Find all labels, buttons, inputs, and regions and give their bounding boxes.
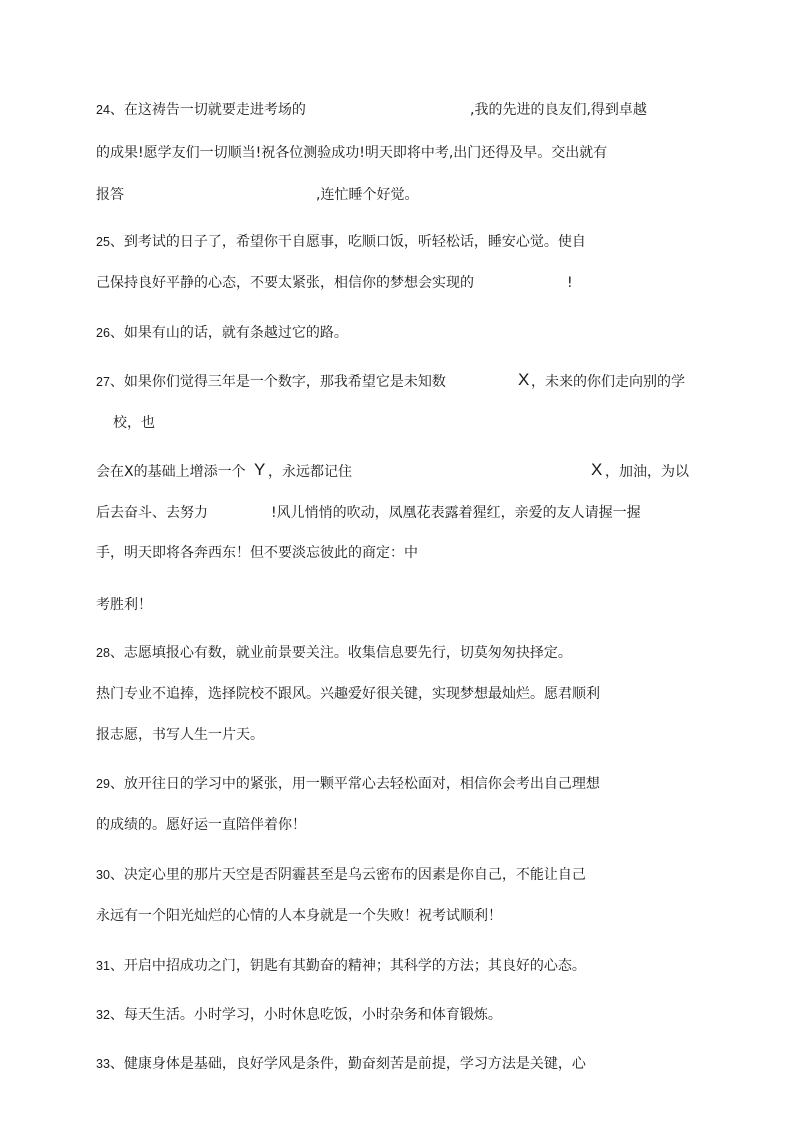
text: 、如果你们觉得三年是一个数字，那我希望它是未知数 <box>109 374 446 390</box>
paragraph-24-line-2 <box>96 143 607 163</box>
text: 手，明天即将各奔西东！但不要淡忘彼此的商定：中 <box>96 545 418 561</box>
paragraph-28-line-3 <box>96 725 264 745</box>
paragraph-27-line-1 <box>96 372 446 392</box>
text: 、开启中招成功之门，钥匙有其勤奋的精神；其科学的方法；其良好的心态。 <box>109 958 586 974</box>
paragraph-25-line-1 <box>96 232 586 252</box>
paragraph-26-line-1 <box>96 323 348 343</box>
paragraph-27-line-4 <box>96 503 208 523</box>
paragraph-30-line-2 <box>96 906 502 926</box>
paragraph-27-variable-y <box>254 460 265 480</box>
paragraph-33-line-1 <box>96 1054 586 1074</box>
text: ，未来的你们走向别的学 <box>531 374 685 390</box>
paragraph-27-variable-x <box>518 370 529 390</box>
text: 、每天生活。小时学习，小时休息吃饭，小时杂务和体育锻炼。 <box>109 1007 502 1023</box>
item-number: 28 <box>96 646 110 660</box>
text: ,我的先进的良友们,得到卓越 <box>470 102 647 118</box>
item-number: 32 <box>96 1008 110 1022</box>
item-number: 26 <box>96 326 110 340</box>
paragraph-30-line-1 <box>96 865 586 885</box>
text: 、如果有山的话，就有条越过它的路。 <box>109 325 348 341</box>
paragraph-27-line-5 <box>96 543 418 563</box>
paragraph-25-line-2b <box>567 273 573 293</box>
text: 热门专业不追捧，选择院校不跟风。兴趣爱好很关键，实现梦想最灿烂。愿君顺利 <box>96 686 600 702</box>
paragraph-27-variable-x-2 <box>591 460 602 480</box>
item-number: 27 <box>96 375 110 389</box>
text: 、志愿填报心有数，就业前景要关注。收集信息要先行，切莫匆匆抉择定。 <box>109 645 572 661</box>
text: 后去奋斗、去努力 <box>96 505 208 521</box>
text: 、到考试的日子了，希望你干自愿事，吃顺口饭，听轻松话，睡安心觉。使自 <box>109 234 586 250</box>
text: ! <box>567 275 573 291</box>
paragraph-27-line-4b <box>271 503 641 523</box>
text: 己保持良好平静的心态，不要太紧张，相信你的梦想会实现的 <box>96 275 474 291</box>
text: ,连忙睡个好觉。 <box>316 187 419 203</box>
text: 的成果!愿学友们一切顺当!祝各位测验成功!明天即将中考,出门还得及早。交出就有 <box>96 145 608 161</box>
text: 会在X的基础上增添一个 <box>96 464 246 480</box>
paragraph-24-line-1b <box>470 100 647 120</box>
item-number: 29 <box>96 777 110 791</box>
text: 的成绩的。愿好运一直陪伴着你！ <box>96 817 306 833</box>
paragraph-29-line-2 <box>96 815 306 835</box>
text: 校，也 <box>113 415 155 431</box>
text: 、放开往日的学习中的紧张，用一颗平常心去轻松面对，相信你会考出自己理想 <box>109 776 600 792</box>
paragraph-27-line-6 <box>96 595 152 615</box>
paragraph-28-line-1 <box>96 643 572 663</box>
item-number: 33 <box>96 1057 110 1071</box>
item-number: 24 <box>96 103 110 117</box>
text: ，加油，为以 <box>605 464 689 480</box>
paragraph-29-line-1 <box>96 774 600 794</box>
text: 永远有一个阳光灿烂的心情的人本身就是一个失败！祝考试顺利！ <box>96 908 502 924</box>
item-number: 31 <box>96 959 110 973</box>
text: Y <box>254 460 266 479</box>
paragraph-27-line-2 <box>113 413 155 433</box>
paragraph-31-line-1 <box>96 956 586 976</box>
paragraph-24-line-1 <box>96 100 306 120</box>
paragraph-27-line-1b <box>531 372 685 392</box>
text: 、决定心里的那片天空是否阴霾甚至是乌云密布的因素是你自己，不能让自己 <box>109 867 586 883</box>
paragraph-25-line-2 <box>96 273 474 293</box>
paragraph-24-line-3 <box>96 185 124 205</box>
item-number: 30 <box>96 868 110 882</box>
paragraph-32-line-1 <box>96 1005 502 1025</box>
paragraph-27-line-3c <box>605 462 689 482</box>
paragraph-27-line-3 <box>96 462 246 482</box>
paragraph-27-line-3b <box>268 462 352 482</box>
text: X <box>518 370 530 389</box>
text: 、健康身体是基础，良好学风是条件，勤奋刻苦是前提，学习方法是关键，心 <box>109 1056 586 1072</box>
text: ，永远都记住 <box>268 464 352 480</box>
text: !风儿悄悄的吹动，凤凰花表露着猩红，亲爱的友人请握一握 <box>271 505 641 521</box>
paragraph-28-line-2 <box>96 684 600 704</box>
text: 报答 <box>96 187 124 203</box>
item-number: 25 <box>96 235 110 249</box>
text: 报志愿，书写人生一片天。 <box>96 727 264 743</box>
paragraph-24-line-3b <box>316 185 418 205</box>
text: 、在这祷告一切就要走进考场的 <box>109 102 306 118</box>
text: X <box>591 460 603 479</box>
text: 考胜利！ <box>96 597 152 613</box>
